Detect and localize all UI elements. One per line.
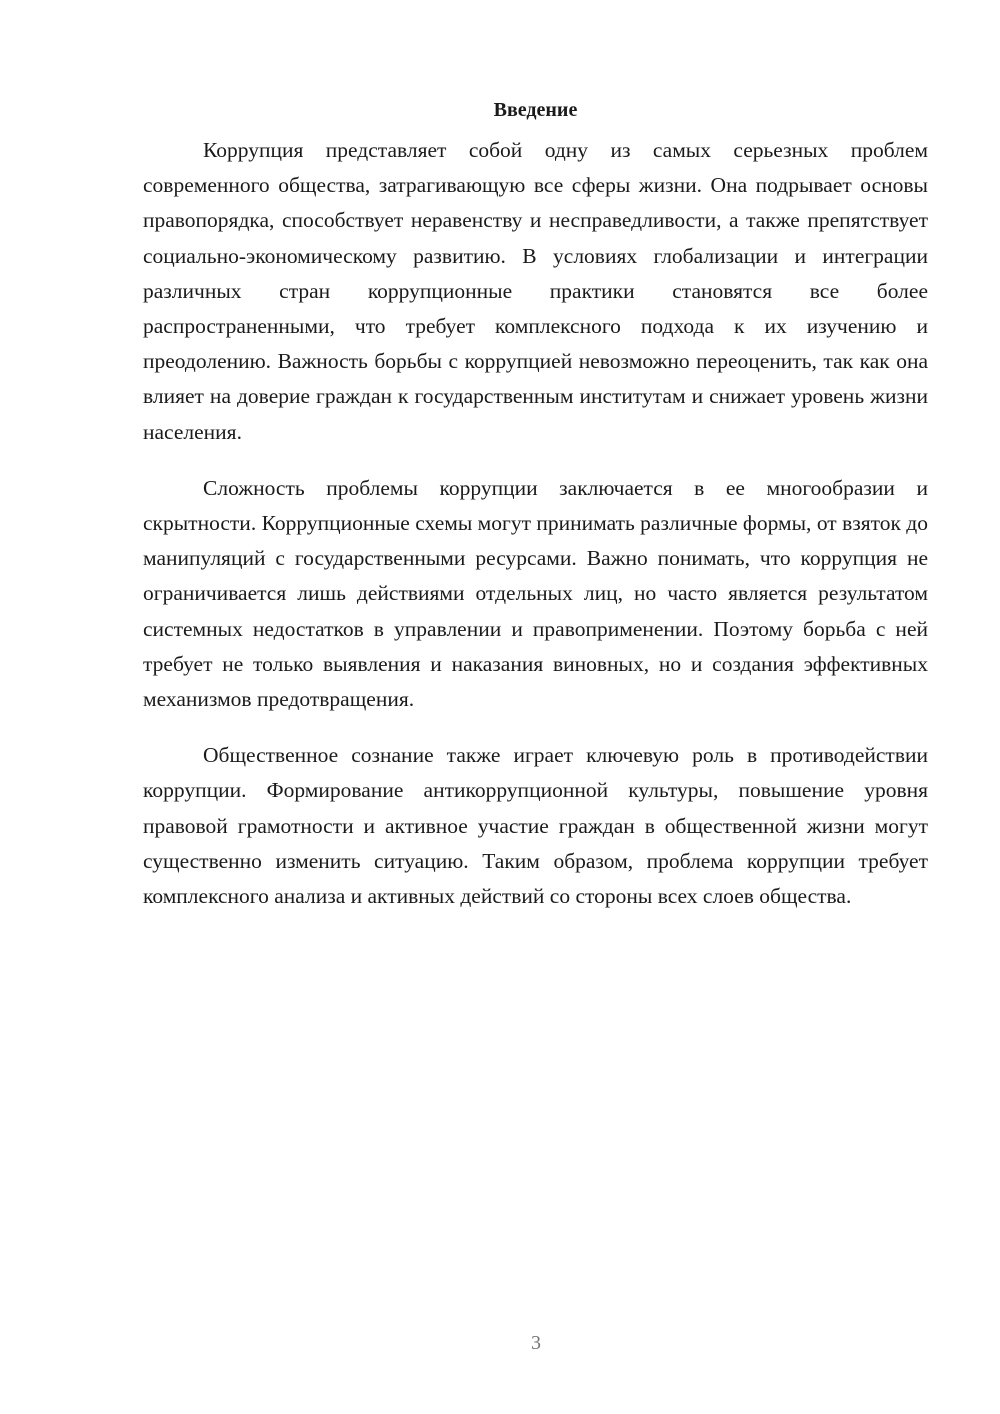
paragraph-2: Сложность проблемы коррупции заключается в ее многообразии и скрытности. Коррупционные схемы могут принимать различные формы, от взяток до манипуляций с государственными ресурсами. Важно понимать, что коррупция не ограничивается лишь действиями отдельных лиц, но часто является результатом системных недостатков в управлении и правоприменении. Поэтому борьба с ней требует не только выявления и наказания виновных, но и создания эффективных механизмов предотвращения. (143, 475, 928, 712)
page-number: 3 (531, 1332, 541, 1354)
document-body (143, 93, 928, 935)
section-title: Введение (493, 99, 578, 121)
paragraph-1: Коррупция представляет собой одну из самых серьезных проблем современного общества, затрагивающую все сферы жизни. Она подрывает основы правопорядка, способствует неравенству и несправедливости, а также препятствует социально-экономическому развитию. В условиях глобализации и интеграции различных стран коррупционные практики становятся все более распространенными, что требует комплексного подхода к их изучению и преодолению. Важность борьбы с коррупцией невозможно переоценить, так как она влияет на доверие граждан к государственным институтам и снижает уровень жизни населения. (143, 138, 928, 444)
paragraph-3: Общественное сознание также играет ключевую роль в противодействии коррупции. Формирование антикоррупционной культуры, повышение уровня правовой грамотности и активное участие граждан в общественной жизни могут существенно изменить ситуацию. Таким образом, проблема коррупции требует комплексного анализа и активных действий со стороны всех слоев общества. (143, 743, 928, 909)
